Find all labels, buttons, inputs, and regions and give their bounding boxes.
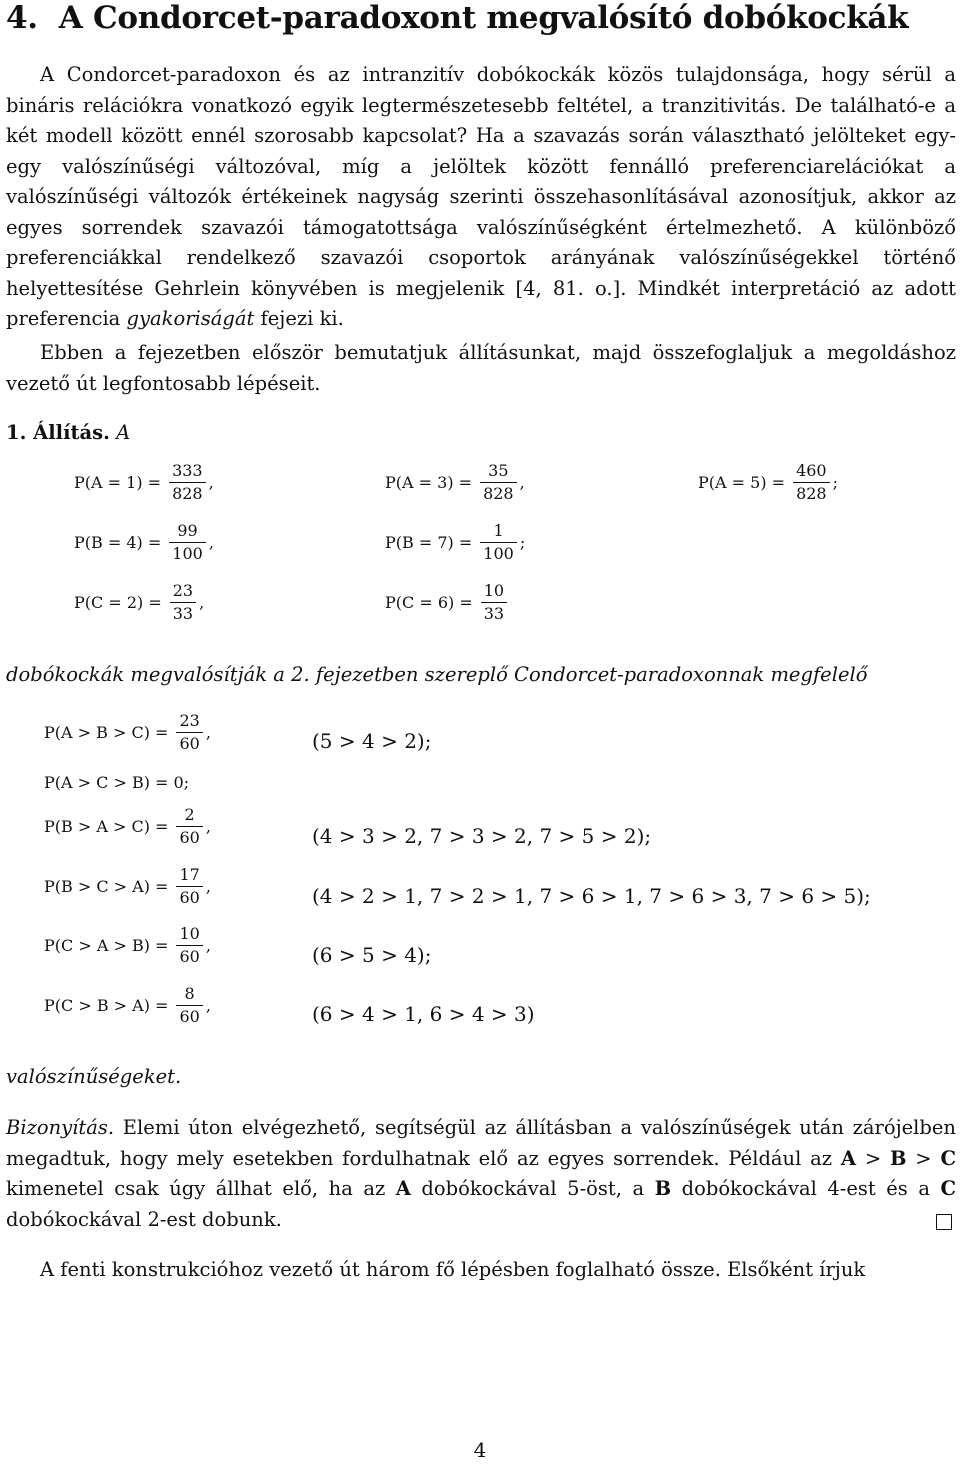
proof-label: Bizonyítás.	[6, 1116, 115, 1139]
claim-lead: A	[116, 421, 131, 444]
claim-label: 1. Állítás.	[6, 421, 110, 444]
proof-paragraph: Bizonyítás. Elemi úton elvégezhető, segítségül az állításban a valószínűségek után zárójelben megadtuk, hogy mely esetekben fordulhatnak elő az egyes sorrendek. Például az A > B > C kimenetel csak úgy állhat elő, ha az A dobókockával 5-öst, a B dobókockával 4-est és a C dobókockával 2-est dobunk.	[6, 1116, 956, 1231]
ordering-eq: P(C > A > B) = $\frac{10}{60}$ ,	[44, 924, 211, 967]
claim-heading	[6, 418, 956, 449]
emphasis-text: gyakoriságát	[126, 307, 255, 330]
ordering-condition: (4 > 2 > 1, 7 > 2 > 1, 7 > 6 > 1, 7 > 6 > 3, 7 > 6 > 5);	[312, 884, 871, 908]
ordering-eq: P(A > B > C) = $\frac{23}{60}$ ,	[44, 711, 211, 754]
page-number: 4	[473, 1438, 487, 1462]
ordering-eq: P(B > A > C) = $\frac{2}{60}$ ,	[44, 805, 211, 848]
prob-eq: P(B = 4) = $\frac{99}{100}$ ,	[74, 521, 214, 564]
section-heading	[6, 0, 908, 36]
ordering-eq: P(B > C > A) = $\frac{17}{60}$ ,	[44, 865, 211, 908]
claim-middle-text: dobókockák megvalósítják a 2. fejezetben szereplő Condorcet-paradoxonnak megfelelő	[6, 663, 868, 686]
prob-eq: P(A = 3) = $\frac{35}{828}$ ,	[385, 461, 525, 504]
claim-end-text: valószínűségeket.	[6, 1065, 182, 1088]
ordering-eq: P(A > C > B) = 0;	[44, 773, 190, 792]
intro-paragraph-2: Ebben a fejezetben először bemutatjuk állításunkat, majd összefoglaljuk a megoldáshoz vezető út legfontosabb lépéseit.	[6, 341, 956, 395]
ordering-condition: (4 > 3 > 2, 7 > 3 > 2, 7 > 5 > 2);	[312, 824, 652, 848]
prob-eq: P(A = 1) = $\frac{333}{828}$ ,	[74, 461, 214, 504]
intro-paragraph-1: A Condorcet-paradoxon és az intranzitív dobókockák közös tulajdonsága, hogy sérül a bináris relációkra vonatkozó egyik legtermészetesebb feltétel, a tranzitivitás. De található-e a két modell között ennél szorosabb kapcsolat? Ha a szavazás során választható jelölteket egy-egy valószínűségi változóval, míg a jelöltek között fennálló preferenciarelációkat a valószínűségi változók értékeinek nagyság szerinti összehasonlításával azonosítjuk, akkor az egyes sorrendek szavazói támogatottsága valószínűségként értelmezhető. A különböző preferenciákkal rendelkező szavazói csoportok arányának valószínűségekkel történő helyettesítése Gehrlein könyvében is megjelenik [4, 81. o.]. Mindkét interpretáció az adott preferencia gyakoriságát fejezi ki.	[6, 63, 956, 330]
ordering-condition: (6 > 5 > 4);	[312, 943, 432, 967]
qed-icon	[936, 1214, 952, 1230]
prob-eq: P(C = 2) = $\frac{23}{33}$ ,	[74, 581, 205, 624]
ordering-condition: (5 > 4 > 2);	[312, 729, 432, 753]
prob-eq: P(A = 5) = $\frac{460}{828}$ ;	[698, 461, 838, 504]
prob-eq: P(C = 6) = $\frac{10}{33}$	[385, 582, 510, 624]
ordering-eq: P(C > B > A) = $\frac{8}{60}$ ,	[44, 984, 211, 1027]
ordering-condition: (6 > 4 > 1, 6 > 4 > 3)	[312, 1002, 535, 1026]
closing-paragraph: A fenti konstrukcióhoz vezető út három fő lépésben foglalható össze. Elsőként írjuk	[40, 1258, 866, 1281]
prob-eq: P(B = 7) = $\frac{1}{100}$ ;	[385, 521, 526, 564]
section-title: A Condorcet-paradoxont megvalósító dobókockák	[58, 0, 909, 36]
section-number: 4.	[6, 0, 38, 36]
